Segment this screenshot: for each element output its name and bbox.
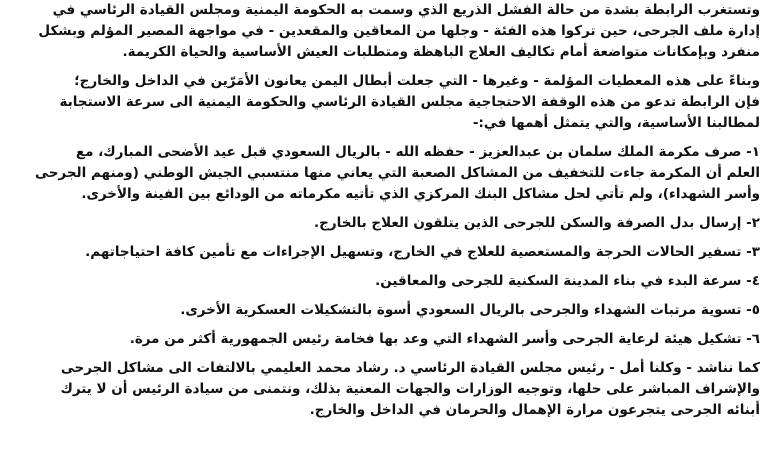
paragraph-gap (14, 292, 760, 300)
demand-3 (14, 242, 760, 263)
intro-paragraph (14, 0, 760, 63)
text-line: ٢- إرسال بدل الصرفة والسكن للجرحى الذين يتلقون العلاج بالخارج. (314, 215, 760, 231)
paragraph-gap (14, 134, 760, 142)
closing-paragraph (14, 358, 760, 421)
paragraph-gap (14, 263, 760, 271)
text-line: إدارة ملف الجرحى، حين تركوا هذه الفئة - وجلها من المعاقين والمقعدين - في مواجهة المصير المؤلم وبشكل (38, 23, 760, 39)
text-line: ٥- تسوية مرتبات الشهداء والجرحى بالريال السعودي أسوة بالتشكيلات العسكرية الأخرى. (180, 302, 760, 318)
text-line: أبنائه الجرحى يتجرعون مرارة الإهمال والحرمان في الداخل والخارج. (309, 402, 760, 418)
paragraph-gap (14, 321, 760, 329)
text-line: ١- صرف مكرمة الملك سلمان بن عبدالعزيز - حفظه الله - بالريال السعودي قبل عيد الأضحى المبارك، مع (75, 144, 760, 160)
paragraph-gap (14, 205, 760, 213)
demand-2 (14, 213, 760, 234)
demand-5 (14, 300, 760, 321)
text-line: وتستغرب الرابطة بشدة من حالة الفشل الذريع الذي وسمت به الحكومة اليمنية ومجلس القيادة الرئاسي في (52, 2, 760, 18)
demand-6 (14, 329, 760, 350)
text-line: منفرد وبإمكانات متواضعة أمام تكاليف العلاج الباهظة ومتطلبات العيش الأساسية والحياة الكريمة. (122, 44, 760, 60)
paragraph-gap (14, 350, 760, 358)
text-line: ٣- تسفير الحالات الحرجة والمستعصية للعلاج في الخارج، وتسهيل الإجراءات مع تأمين كافة احتياجاتهم. (85, 244, 760, 260)
text-line: ٦- تشكيل هيئة لرعاية الجرحى وأسر الشهداء التي وعد بها فخامة رئيس الجمهورية أكثر من مرة. (129, 331, 760, 347)
text-line: لمطالبنا الأساسية، والتي يتمثل أهمها في:- (472, 115, 760, 131)
paragraph-gap (14, 234, 760, 242)
text-line: كما نناشد - وكلنا أمل - رئيس مجلس القيادة الرئاسي د. رشاد محمد العليمي بالالتفات الى مشاكل الجرحى (60, 360, 760, 376)
text-line: فإن الرابطة تدعو من هذه الوقفة الاحتجاجية مجلس القيادة الرئاسي والحكومة اليمنية الى سرعة الاستجابة (59, 94, 760, 110)
text-line: وبناءً على هذه المعطيات المؤلمة - وغيرها - التي جعلت أبطال اليمن يعانون الأمَرّين في الداخل والخارج؛ (74, 73, 760, 89)
document-body (14, 0, 760, 421)
paragraph-gap (14, 63, 760, 71)
text-line: وأسر الشهداء)، ولم تأتي لحل مشاكل البنك المركزي الذي تأتيه مكرماته من الودائع بين الفينة والأخرى. (81, 186, 760, 202)
text-line: والإشراف المباشر على حلها، وتوجيه الوزارات والجهات المعنية بذلك، ونتمنى من سيادة الرئيس أن لا يترك (60, 381, 760, 397)
demand-1 (14, 142, 760, 205)
text-line: ٤- سرعة البدء في بناء المدينة السكنية للجرحى والمعاقين. (375, 273, 760, 289)
demand-4 (14, 271, 760, 292)
demands-intro-paragraph (14, 71, 760, 134)
text-line: العلم أن المكرمة جاءت للتخفيف من المشاكل الصعبة التي يعاني منها منتسبي الجيش الوطني (ومنهم الجرحى (35, 165, 760, 181)
